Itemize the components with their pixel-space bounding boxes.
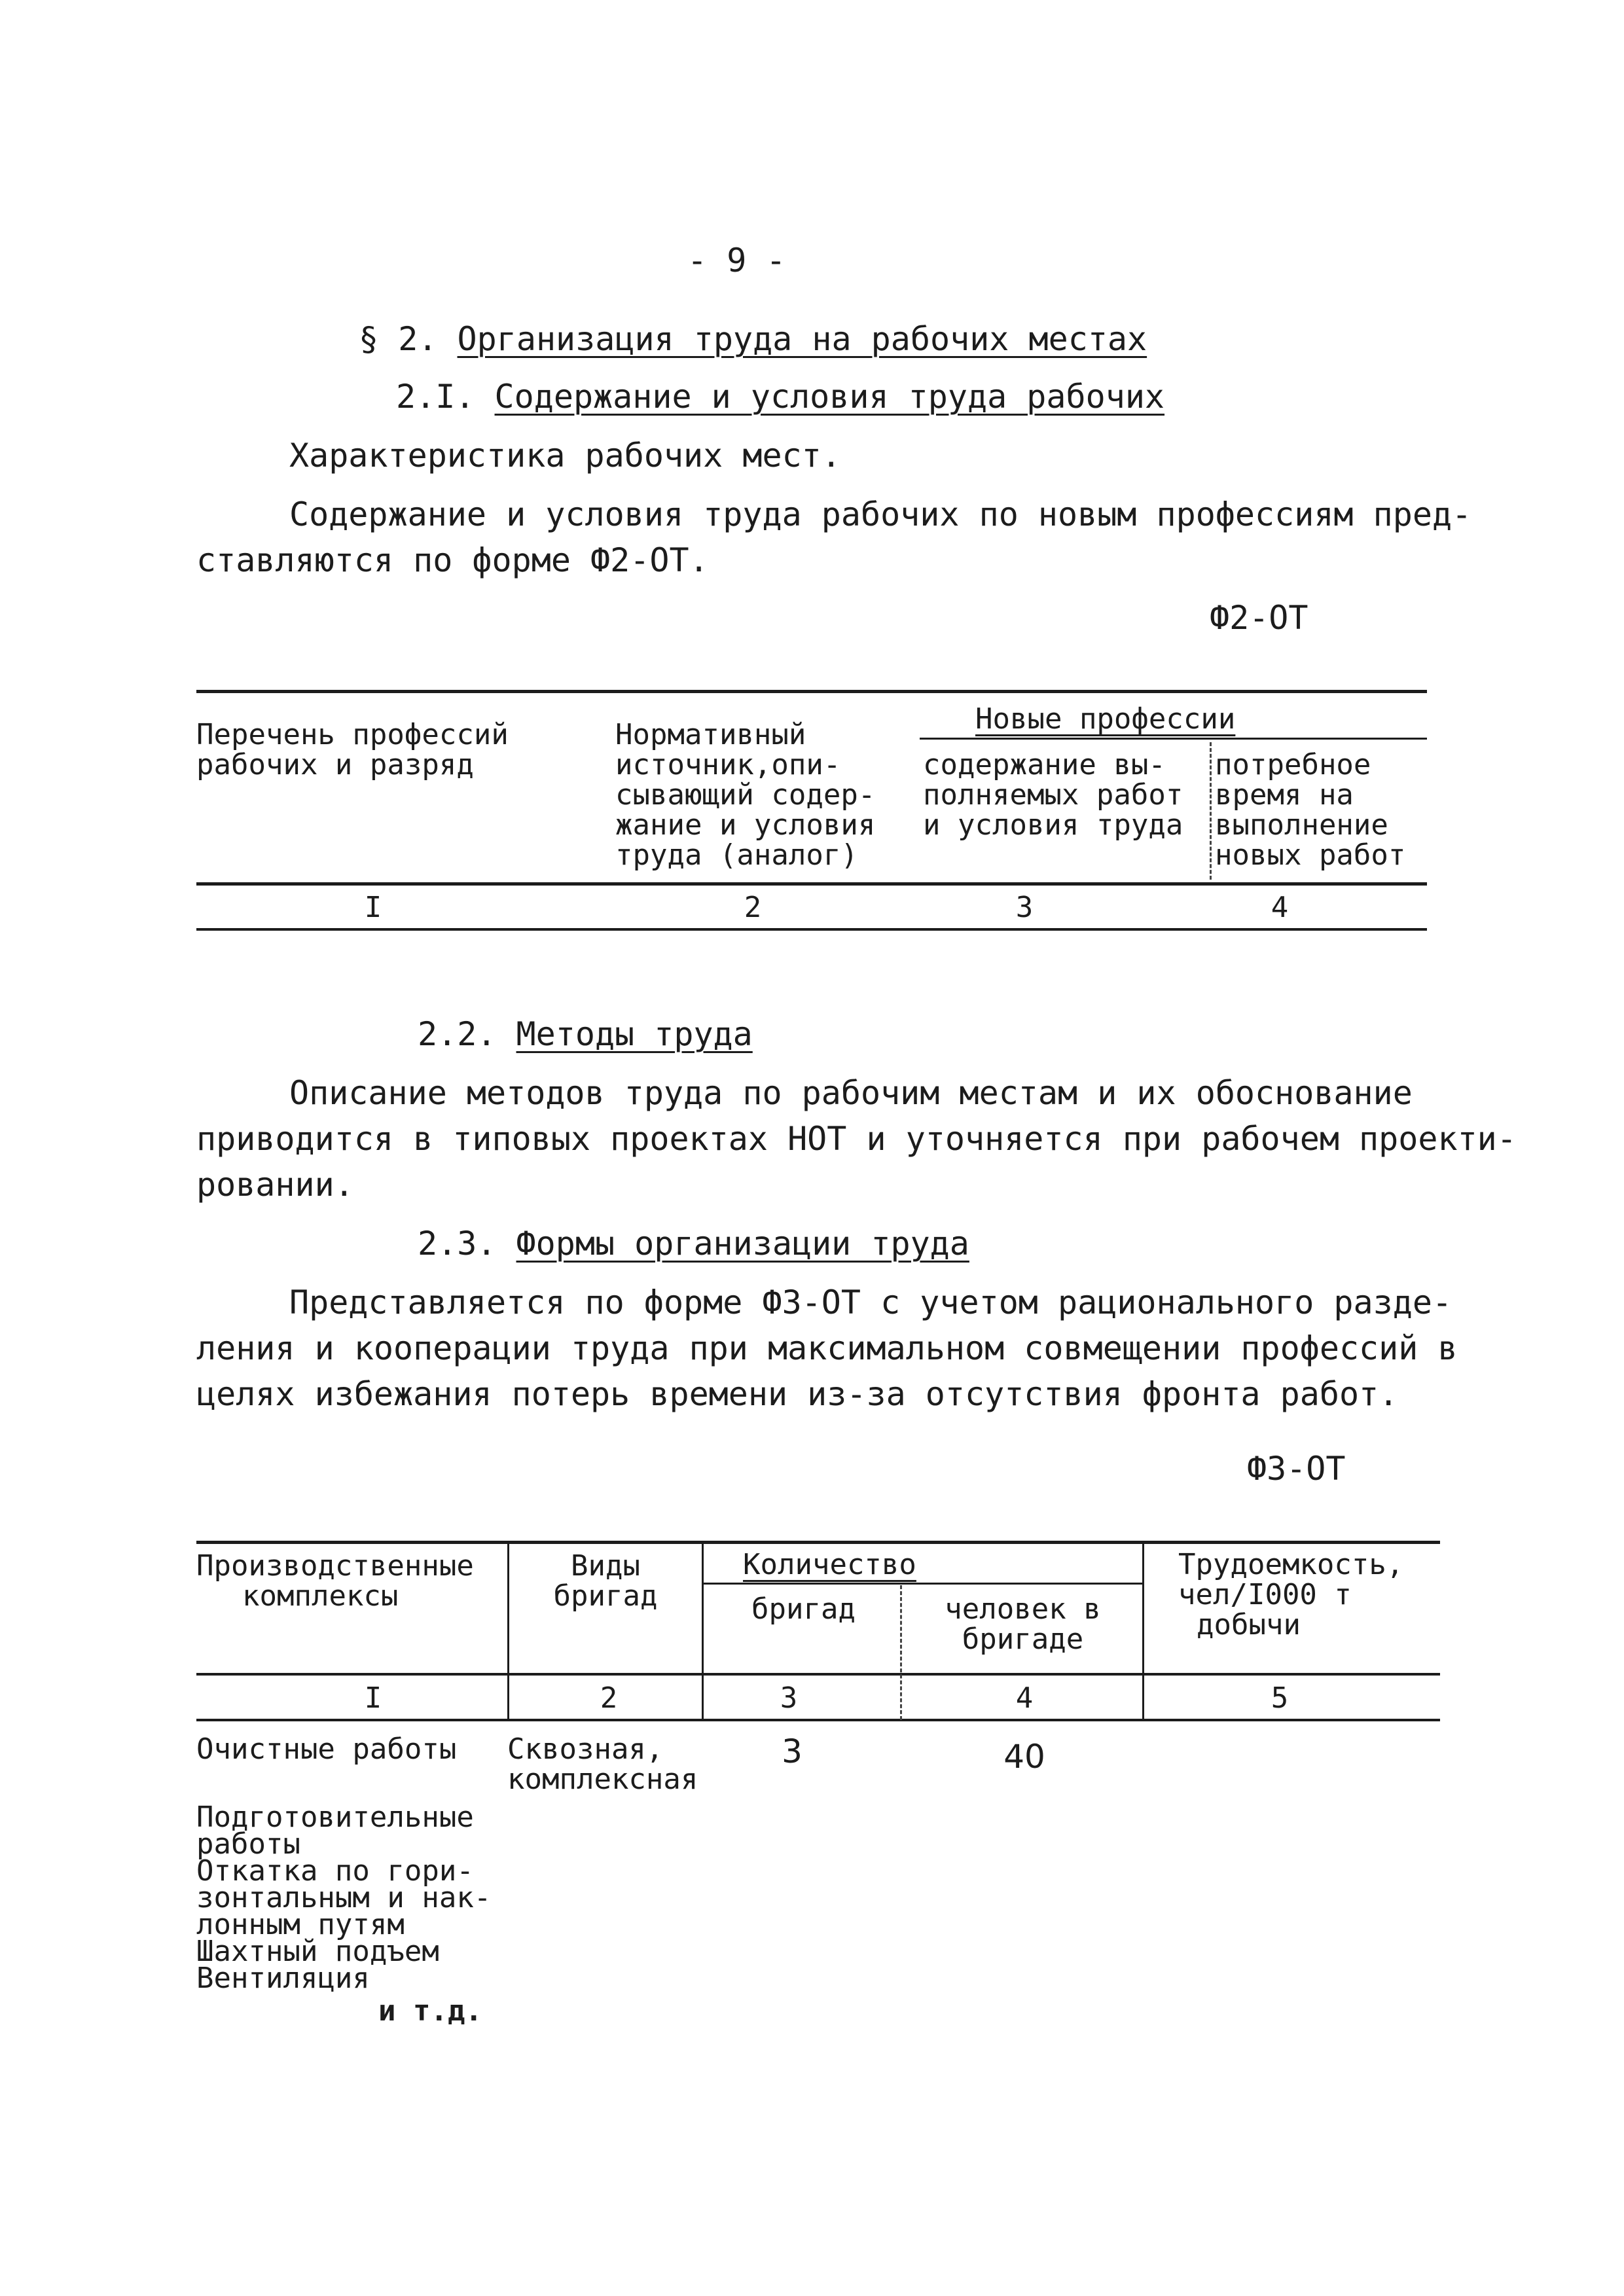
- column-number-4: 4: [1015, 1681, 1034, 1715]
- column-number-3: 3: [780, 1681, 798, 1715]
- row1-people-count: 40: [1003, 1738, 1045, 1776]
- column-number-3: 3: [1015, 891, 1034, 924]
- subsection-number: 2.I.: [396, 378, 475, 416]
- list-item: Откатка по гори-: [196, 1854, 474, 1888]
- list-item: Шахтный подъем: [196, 1935, 439, 1968]
- header-bottom-rule: [196, 882, 1427, 886]
- column-separator: [1142, 1542, 1144, 1720]
- section-heading: [359, 317, 1147, 361]
- column-header-production-complexes: Производственные комплексы: [196, 1549, 474, 1613]
- table-top-rule: [196, 1541, 1440, 1544]
- column-separator: [507, 1542, 509, 1720]
- list-item: Подготовительные: [196, 1801, 474, 1834]
- header-bottom-rule: [196, 1673, 1440, 1676]
- paragraph-1-line-2: ставляются по форме Ф2-ОТ.: [196, 541, 709, 579]
- column-number-1: I: [364, 891, 382, 924]
- column-header-required-time: потребное время на выполнение новых работ: [1215, 748, 1406, 872]
- paragraph-3-line-1: Представляется по форме Ф3-ОТ с учетом рационального разде-: [289, 1283, 1453, 1321]
- column-header-work-content: содержание вы- полняемых работ и условия труда: [923, 748, 1183, 842]
- column-header-professions: Перечень профессий рабочих и разряд: [196, 718, 509, 781]
- column-number-1: I: [364, 1681, 382, 1715]
- row1-brigade-type: Сквозная, комплексная: [507, 1732, 698, 1796]
- subsection-2-2-heading: [418, 1012, 753, 1056]
- subsection-number: 2.3.: [418, 1225, 497, 1263]
- subsection-2-3-heading: [418, 1221, 969, 1266]
- row1-brigade-count: 3: [782, 1732, 803, 1770]
- column-separator: [900, 1585, 902, 1720]
- column-header-brigade-types: Виды бригад: [553, 1549, 658, 1613]
- column-number-5: 5: [1271, 1681, 1289, 1715]
- column-number-2: 2: [600, 1681, 618, 1715]
- form-code-f3: Ф3-ОТ: [1247, 1450, 1346, 1488]
- etc-text: и т.д.: [378, 1994, 482, 2028]
- column-header-brigades: бригад: [751, 1592, 856, 1626]
- group-underline: [704, 1583, 1142, 1585]
- form-code-f2: Ф2-ОТ: [1210, 599, 1308, 637]
- other-complexes-list: [196, 1801, 492, 1995]
- subsection-2-1-heading: [396, 374, 1164, 419]
- list-item: лонным путям: [196, 1908, 405, 1941]
- list-item: Вентиляция: [196, 1962, 370, 1995]
- numbers-bottom-rule: [196, 1719, 1440, 1721]
- subsection-title: Методы труда: [516, 1015, 753, 1053]
- column-header-normative-source: Нормативный источник,опи- сывающий содер- жание и условия труда (аналог): [615, 718, 876, 872]
- column-separator: [1210, 742, 1212, 880]
- characteristics-heading: Характеристика рабочих мест.: [289, 437, 841, 475]
- subsection-title: Содержание и условия труда рабочих: [494, 378, 1165, 416]
- paragraph-2-line-2: приводится в типовых проектах НОТ и уточняется при рабочем проекти-: [196, 1120, 1517, 1158]
- column-header-labor-intensity: Трудоемкость, чел/I000 т добычи: [1178, 1548, 1404, 1641]
- column-number-4: 4: [1271, 891, 1289, 924]
- paragraph-3-line-2: ления и кооперации труда при максимальном совмещении профессий в: [196, 1329, 1458, 1367]
- section-title: Организация труда на рабочих местах: [457, 320, 1147, 358]
- paragraph-1-line-1: Содержание и условия труда рабочих по новым профессиям пред-: [289, 495, 1472, 533]
- table-bottom-rule: [196, 928, 1427, 931]
- column-header-people-per-brigade: человек в бригаде: [945, 1592, 1101, 1656]
- subsection-number: 2.2.: [418, 1015, 497, 1053]
- table-top-rule: [196, 690, 1427, 693]
- paragraph-3-line-3: целях избежания потерь времени из-за отсутствия фронта работ.: [196, 1375, 1399, 1413]
- section-mark: § 2.: [359, 320, 438, 358]
- list-item: работы: [196, 1827, 300, 1861]
- paragraph-2-line-3: ровании.: [196, 1166, 354, 1204]
- row1-complex: Очистные работы: [196, 1732, 457, 1766]
- column-number-2: 2: [744, 891, 762, 924]
- column-group-quantity: Количество: [743, 1548, 916, 1581]
- group-underline: [920, 738, 1427, 740]
- list-item: зонтальным и нак-: [196, 1881, 492, 1914]
- column-group-new-professions: Новые профессии: [975, 702, 1236, 736]
- column-separator: [702, 1542, 704, 1720]
- subsection-title: Формы организации труда: [516, 1225, 969, 1263]
- page-number: - 9 -: [687, 242, 786, 279]
- paragraph-2-line-1: Описание методов труда по рабочим местам и их обоснование: [289, 1074, 1413, 1112]
